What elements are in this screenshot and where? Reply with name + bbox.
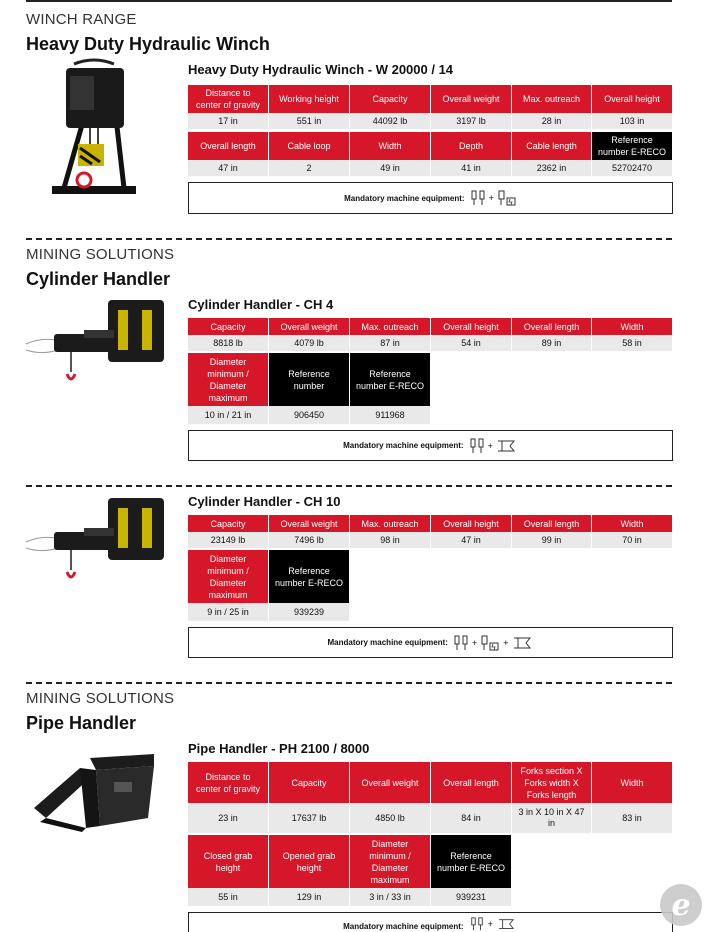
- spec-value: 44092 lb: [350, 113, 431, 129]
- spec-header: Max. outreach: [350, 515, 431, 532]
- section-eyebrow: WINCH RANGE: [26, 11, 137, 28]
- plus-icon: +: [471, 637, 478, 648]
- mandatory-equipment-label: Mandatory machine equipment:: [344, 193, 465, 203]
- spec-header: Diameter minimum / Diameter maximum: [188, 353, 269, 406]
- spec-value: 2: [269, 160, 350, 176]
- spec-value: 10 in / 21 in: [188, 406, 269, 424]
- spec-value: 4079 lb: [269, 335, 350, 351]
- spec-value: 28 in: [512, 113, 592, 129]
- spec-value: 17637 lb: [269, 803, 350, 833]
- spec-value: 551 in: [269, 113, 350, 129]
- spec-header: Cable loop: [269, 132, 350, 160]
- spec-header: Capacity: [350, 85, 431, 113]
- hydraulic-connector-icon: [453, 635, 469, 651]
- rotator-icon: [512, 635, 534, 651]
- hydraulic-connector-icon: [469, 438, 485, 454]
- spec-value: 3197 lb: [431, 113, 512, 129]
- spec-value: 52702470: [592, 160, 673, 176]
- spec-header-reference: Reference number: [269, 353, 350, 406]
- spec-value: 54 in: [431, 335, 512, 351]
- spec-header: Width: [592, 762, 673, 803]
- spec-header: Diameter minimum / Diameter maximum: [350, 835, 431, 888]
- spec-header: Overall weight: [269, 515, 350, 532]
- spec-header: Capacity: [188, 515, 269, 532]
- spec-header: Width: [592, 318, 673, 335]
- spec-header-reference: Reference number E-RECO: [431, 835, 512, 888]
- spec-value: 2362 in: [512, 160, 592, 176]
- spec-header: Distance to center of gravity: [188, 85, 269, 113]
- spec-header: Overall weight: [269, 318, 350, 335]
- mandatory-equipment-label: Mandatory machine equipment:: [343, 441, 464, 450]
- hydraulic-connector-icon: [470, 190, 486, 206]
- spec-header-reference: Reference number E-RECO: [269, 550, 350, 603]
- section-title: Heavy Duty Hydraulic Winch: [26, 34, 270, 54]
- spec-header: Overall weight: [431, 85, 512, 113]
- spec-value: 99 in: [512, 532, 592, 548]
- spec-value: 17 in: [188, 113, 269, 129]
- spec-value: 911968: [350, 406, 431, 424]
- section-eyebrow: MINING SOLUTIONS: [26, 246, 175, 263]
- hydraulic-connector-icon: [469, 917, 485, 931]
- plus-icon: +: [487, 919, 493, 929]
- spec-value: 41 in: [431, 160, 512, 176]
- plus-icon: +: [503, 637, 509, 648]
- spec-value: 49 in: [350, 160, 431, 176]
- mandatory-equipment-label: Mandatory machine equipment:: [343, 922, 464, 931]
- spec-header: Overall length: [512, 318, 592, 335]
- spec-value: 7496 lb: [269, 532, 350, 548]
- product-title: Heavy Duty Hydraulic Winch - W 20000 / 14: [188, 62, 454, 77]
- pipe-handler-product-image: [30, 748, 160, 834]
- spec-value: 4850 lb: [350, 803, 431, 833]
- spec-header: Closed grab height: [188, 835, 269, 888]
- spec-value: 939231: [431, 888, 512, 906]
- spec-value: 8818 lb: [188, 335, 269, 351]
- spec-value: 98 in: [350, 532, 431, 548]
- spec-value: 89 in: [512, 335, 592, 351]
- spec-header: Max. outreach: [350, 318, 431, 335]
- spec-header: Overall height: [431, 515, 512, 532]
- section-title: Cylinder Handler: [26, 269, 171, 289]
- spec-value: 3 in X 10 in X 47 in: [512, 803, 592, 833]
- electric-connector-icon: [497, 190, 517, 206]
- section-divider: [26, 485, 672, 487]
- spec-header: Diameter minimum / Diameter maximum: [188, 550, 269, 603]
- product-title: Cylinder Handler - CH 10: [188, 494, 341, 509]
- spec-value: 129 in: [269, 888, 350, 906]
- section-divider: [26, 238, 672, 240]
- spec-header-reference: Reference number E-RECO: [592, 132, 673, 160]
- mandatory-equipment-box: [188, 912, 673, 932]
- spec-value: 58 in: [592, 335, 673, 351]
- section-divider: [26, 682, 672, 684]
- spec-header: Distance to center of gravity: [188, 762, 269, 803]
- spec-header: Overall height: [592, 85, 673, 113]
- spec-value: 9 in / 25 in: [188, 603, 269, 621]
- cylinder-handler-product-image: [24, 292, 174, 388]
- plus-icon: +: [487, 440, 493, 451]
- spec-value: 70 in: [592, 532, 673, 548]
- spec-value: 906450: [269, 406, 350, 424]
- spec-header: Overall weight: [350, 762, 431, 803]
- mandatory-equipment-box: [188, 182, 673, 214]
- spec-header: Overall length: [431, 762, 512, 803]
- equipment-logo-watermark: e: [660, 884, 702, 926]
- spec-header: Cable length: [512, 132, 592, 160]
- cylinder-handler-product-image: [24, 490, 174, 586]
- spec-value: 47 in: [431, 532, 512, 548]
- winch-product-image: [44, 58, 144, 204]
- spec-header: Depth: [431, 132, 512, 160]
- spec-header: Capacity: [188, 318, 269, 335]
- product-title: Pipe Handler - PH 2100 / 8000: [188, 741, 370, 756]
- spec-value: 83 in: [592, 803, 673, 833]
- mandatory-equipment-label: Mandatory machine equipment:: [327, 638, 448, 647]
- spec-header: Opened grab height: [269, 835, 350, 888]
- spec-value: 3 in / 33 in: [350, 888, 431, 906]
- spec-header: Overall length: [512, 515, 592, 532]
- spec-header: Width: [592, 515, 673, 532]
- spec-header: Overall length: [188, 132, 269, 160]
- product-title: Cylinder Handler - CH 4: [188, 297, 334, 312]
- spec-header: Overall height: [431, 318, 512, 335]
- spec-value: 55 in: [188, 888, 269, 906]
- section-eyebrow: MINING SOLUTIONS: [26, 690, 175, 707]
- spec-header: Working height: [269, 85, 350, 113]
- spec-header: Max. outreach: [512, 85, 592, 113]
- plus-icon: +: [488, 193, 494, 203]
- spec-value: 84 in: [431, 803, 512, 833]
- spec-value: 23 in: [188, 803, 269, 833]
- rotator-icon: [496, 917, 518, 931]
- spec-value: 103 in: [592, 113, 673, 129]
- mandatory-equipment-box: [188, 627, 673, 658]
- section-title: Pipe Handler: [26, 713, 137, 733]
- rotator-icon: [496, 438, 518, 454]
- spec-header: Forks section X Forks width X Forks length: [512, 762, 592, 803]
- spec-value: 47 in: [188, 160, 269, 176]
- top-rule: [26, 0, 672, 2]
- spec-header: Width: [350, 132, 431, 160]
- spec-header: Capacity: [269, 762, 350, 803]
- electric-connector-icon: [480, 635, 500, 651]
- mandatory-equipment-box: [188, 430, 673, 461]
- spec-value: 23149 lb: [188, 532, 269, 548]
- spec-value: 939239: [269, 603, 350, 621]
- spec-value: 87 in: [350, 335, 431, 351]
- spec-header-reference: Reference number E-RECO: [350, 353, 431, 406]
